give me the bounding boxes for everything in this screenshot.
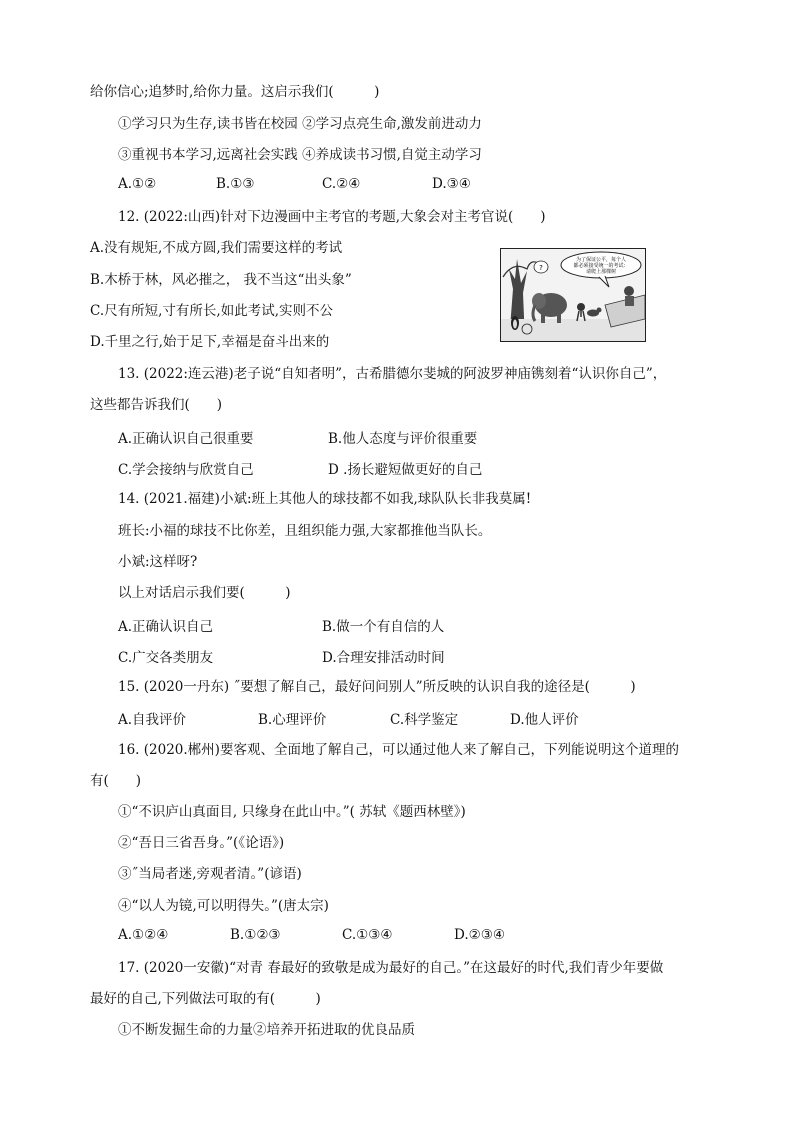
q14-option-b: B.做一个有自信的人 [322, 619, 445, 635]
q16-statement-2: ②“吾日三省吾身。”(《论语》) [118, 835, 285, 851]
q16-option-d: D.②③④ [454, 927, 505, 943]
q11-option-a: A.①② [118, 176, 157, 192]
q16-statement-3: ③˝当局者迷,旁观者清。”(谚语) [118, 866, 302, 882]
q11-statement-1-2: ①学习只为生存,读书皆在校园 ②学习点亮生命,激发前进动力 [118, 116, 482, 132]
q11-option-b: B.①③ [216, 176, 255, 192]
q14-dialog-xiaobin: 小斌:这样呀? [118, 554, 198, 570]
cartoon-bubble-line-1: 为了保证公平，每个人 [575, 257, 627, 263]
cartoon-bubble-line-2: 都必须接受统一的考试： [573, 263, 629, 269]
q17-stem-line-2: 最好的自己,下列做法可取的有( ) [90, 991, 321, 1007]
q14-option-c: C.广交各类朋友 [118, 650, 214, 666]
q13-stem-line-2: 这些都告诉我们( ) [90, 397, 223, 413]
q13-stem-line-1: 13. (2022:连云港)老子说“自知者明”，古希腊德尔斐城的阿波罗神庙镌刻着“认识你自己”， [118, 366, 667, 382]
q15-option-a: A.自我评价 [118, 712, 187, 728]
q15-stem: 15. (2020一丹东) ˝要想了解自己，最好问问别人”所反映的认识自我的途径是( ) [118, 679, 636, 695]
q16-statement-1: ①“不识庐山真面目, 只缘身在此山中。”( 苏轼《题西林壁》) [118, 804, 466, 820]
q12-stem: 12. (2022:山西)针对下边漫画中主考官的考题,大象会对主考官说( ) [118, 209, 546, 225]
q14-question: 以上对话启示我们要( ) [118, 585, 291, 601]
q15-option-c: C.科学鉴定 [390, 712, 459, 728]
q11-statement-3-4: ③重视书本学习,远离社会实践 ④养成读书习惯,自觉主动学习 [118, 147, 482, 163]
q15-option-d: D.他人评价 [510, 712, 579, 728]
q16-statement-4: ④“以人为镜,可以明得失。”(唐太宗) [118, 898, 329, 914]
q13-option-d: D .扬长避短做更好的自己 [328, 462, 483, 478]
q16-option-a: A.①②④ [118, 927, 169, 943]
q16-option-b: B.①②③ [230, 927, 281, 943]
q15-option-b: B.心理评价 [258, 712, 327, 728]
q12-option-b: B.木桥于林，风必摧之， 我不当这“出头象” [90, 272, 352, 288]
q17-statement-1-2: ①不断发掘生命的力量②培养开拓进取的优良品质 [118, 1022, 415, 1038]
svg-text:?: ? [539, 264, 543, 272]
cartoon-bubble-line-3: 请爬上那棵树 [585, 269, 617, 275]
q11-option-d: D.③④ [432, 176, 471, 192]
q12-option-c: C.尺有所短,寸有所长,如此考试,实则不公 [90, 303, 334, 319]
exam-cartoon-image [500, 248, 646, 342]
q16-stem-line-2: 有( ) [90, 773, 142, 789]
q14-option-a: A.正确认识自己 [118, 619, 214, 635]
q14-stem: 14. (2021.福建)小斌:班上其他人的球技都不如我,球队队长非我莫属! [118, 491, 532, 507]
q11-stem-end: 给你信心;追梦时,给你力量。这启示我们( ) [90, 84, 380, 100]
q17-stem-line-1: 17. (2020一安徽)“对青 春最好的致敬是成为最好的自己。”在这最好的时代,我们青少年要做 [118, 960, 664, 976]
q12-option-d: D.千里之行,始于足下,幸福是奋斗出来的 [90, 334, 330, 350]
q14-dialog-monitor: 班长:小福的球技不比你差，且组织能力强,大家都推他当队长。 [118, 523, 492, 539]
q16-option-c: C.①③④ [342, 927, 393, 943]
q14-option-d: D.合理安排活动时间 [322, 650, 445, 666]
q13-option-c: C.学会接纳与欣赏自己 [118, 462, 254, 478]
q13-option-a: A.正确认识自己很重要 [118, 431, 254, 447]
q13-option-b: B.他人态度与评价很重要 [328, 431, 478, 447]
q11-option-c: C.②④ [322, 176, 361, 192]
q12-option-a: A.没有规矩,不成方圆,我们需要这样的考试 [90, 240, 343, 256]
q16-stem-line-1: 16. (2020.郴州)要客观、全面地了解自己，可以通过他人来了解自己，下列能说明这个道理的 [118, 742, 679, 758]
